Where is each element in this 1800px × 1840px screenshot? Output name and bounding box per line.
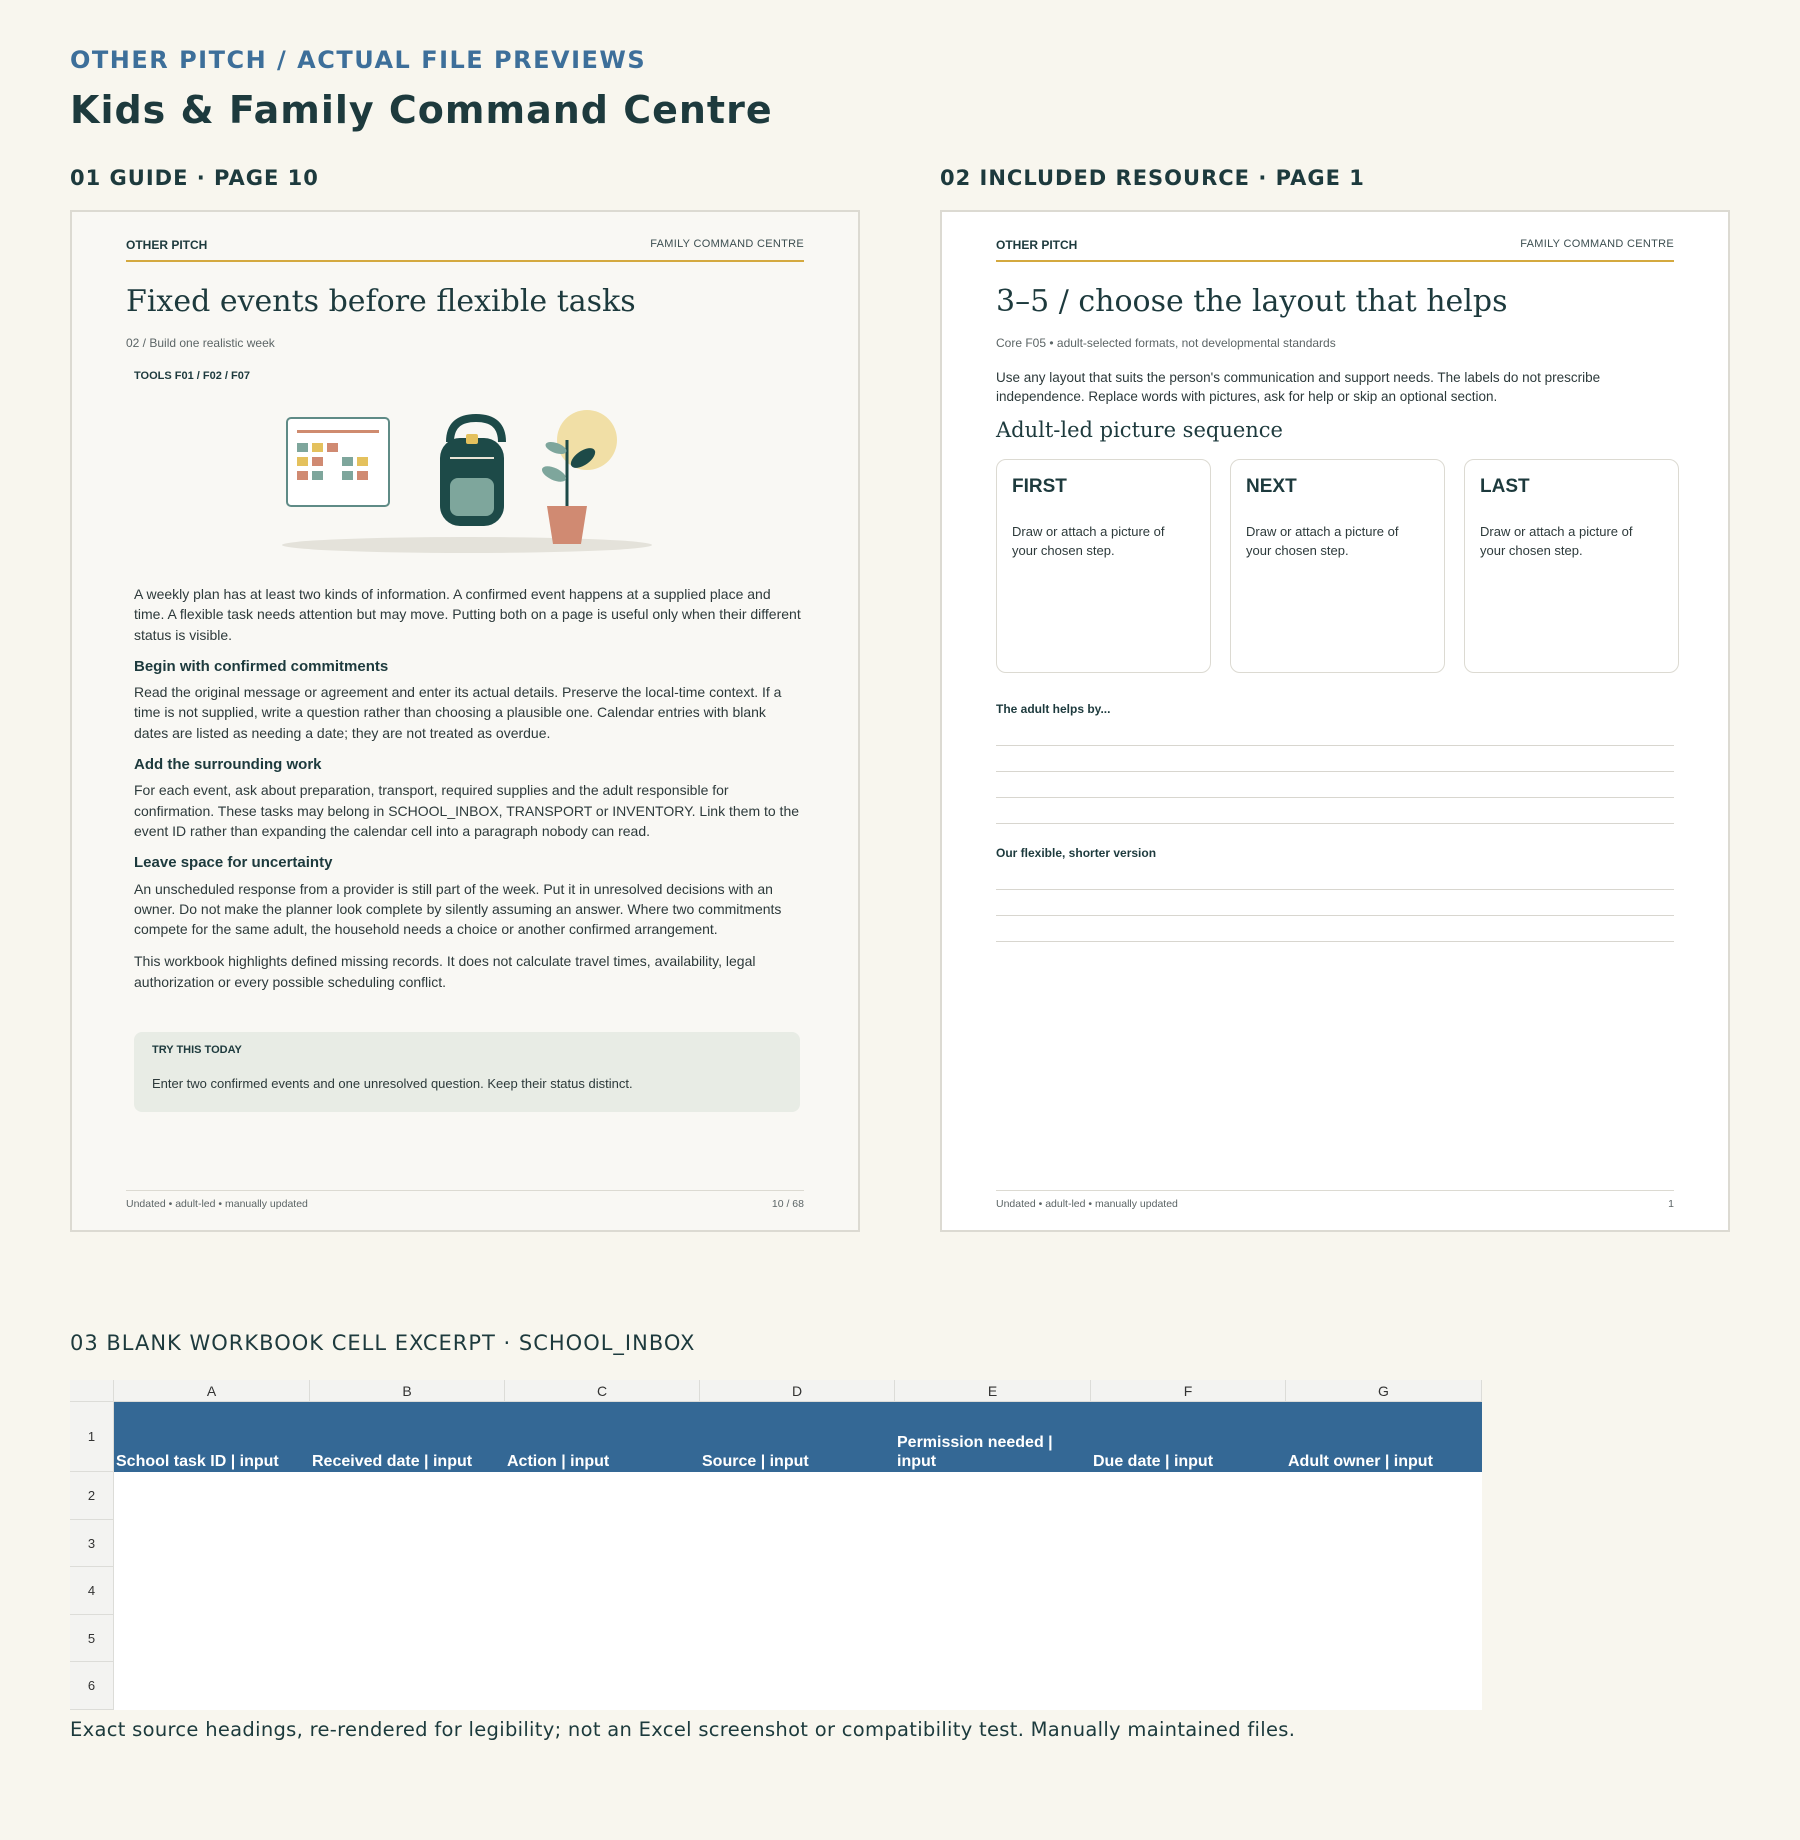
sequence-card-last [1464,459,1679,673]
column-header[interactable]: G [1286,1380,1482,1402]
resource-intro: Use any layout that suits the person's communication and support needs. The labels do not prescribe independence. Replace words with pictures, ask for help or skip an optional section. [996,370,1601,404]
page-footer-left: Undated • adult-led • manually updated [126,1198,308,1210]
writing-line [996,797,1674,798]
card-label: NEXT [1246,476,1297,497]
plant-icon [540,410,617,544]
header-rule [126,260,804,262]
flexible-version-label: Our flexible, shorter version [996,846,1157,860]
writing-line [996,941,1674,942]
page-brand: OTHER PITCH [996,238,1078,252]
header-cell[interactable]: Permission needed | input [897,1434,1053,1470]
card-label: FIRST [1012,476,1067,497]
card-text: Draw or attach a picture of your chosen step. [1480,524,1633,558]
header-rule [996,260,1674,262]
guide-paragraph: Read the original message or agreement and enter its actual details. Preserve the local-time context. If a time is not supplied, write a question rather than choosing a plausible one. Calendar entries with blank dates are listed as needing a date; they are not treated as overdue. [134,684,782,741]
guide-heading: Leave space for uncertainty [134,854,333,872]
footer-rule [126,1190,804,1191]
guide-section-label: 01 GUIDE · PAGE 10 [70,166,319,190]
guide-intro: A weekly plan has at least two kinds of information. A confirmed event happens at a supplied place and time. A flexible task needs attention but may move. Putting both on a page is useful only when their different status is visible. [134,586,801,643]
row-header[interactable]: 1 [70,1402,114,1472]
writing-line [996,823,1674,824]
column-header[interactable]: E [895,1380,1091,1402]
column-header[interactable]: D [700,1380,895,1402]
guide-subtitle: 02 / Build one realistic week [126,336,275,350]
writing-line [996,889,1674,890]
row-header[interactable]: 6 [70,1662,114,1710]
calendar-icon [287,418,389,506]
row-header[interactable]: 3 [70,1520,114,1567]
guide-tools: TOOLS F01 / F02 / F07 [134,370,250,382]
tip-text: Enter two confirmed events and one unresolved question. Keep their status distinct. [152,1076,633,1091]
column-header[interactable]: B [310,1380,505,1402]
try-this-today-box [134,1032,800,1112]
sheet-corner [70,1380,114,1402]
row-header[interactable]: 4 [70,1567,114,1615]
column-header[interactable]: A [114,1380,310,1402]
resource-title: 3–5 / choose the layout that helps [996,284,1508,319]
page-footer-left: Undated • adult-led • manually updated [996,1198,1178,1210]
header-cell[interactable]: Action | input [507,1453,610,1470]
resource-subtitle: Core F05 • adult-selected formats, not developmental standards [996,336,1336,350]
page-number: 10 / 68 [771,1198,804,1210]
page-header-right: FAMILY COMMAND CENTRE [1520,238,1674,250]
guide-page-preview [70,210,860,1232]
card-text: Draw or attach a picture of your chosen step. [1246,524,1399,558]
footer-rule [996,1190,1674,1191]
header-cell[interactable]: Adult owner | input [1288,1453,1433,1470]
column-header[interactable]: C [505,1380,700,1402]
header-cell[interactable]: Source | input [702,1453,809,1470]
resource-page-preview [940,210,1730,1232]
footnote: Exact source headings, re-rendered for legibility; not an Excel screenshot or compatibility test. Manually maintained files. [70,1718,1296,1741]
resource-heading: Adult-led picture sequence [996,418,1283,442]
guide-heading: Begin with confirmed commitments [134,657,389,675]
sequence-card-first [996,459,1211,673]
page-number: 1 [1668,1198,1674,1210]
page-title: Kids & Family Command Centre [70,88,773,132]
row-header[interactable]: 2 [70,1472,114,1520]
guide-body [134,584,804,1004]
header-cell[interactable]: School task ID | input [116,1453,279,1470]
spreadsheet-excerpt [70,1380,1482,1710]
guide-illustration [272,400,662,560]
writing-line [996,745,1674,746]
guide-heading: Add the surrounding work [134,756,322,774]
tip-label: TRY THIS TODAY [152,1044,242,1056]
header-cell[interactable]: Received date | input [312,1453,473,1470]
row-header[interactable]: 5 [70,1615,114,1662]
card-label: LAST [1480,476,1530,497]
card-text: Draw or attach a picture of your chosen step. [1012,524,1165,558]
guide-paragraph: For each event, ask about preparation, transport, required supplies and the adult responsible for confirmation. These tasks may belong in SCHOOL_INBOX, TRANSPORT or INVENTORY. Link them to the event ID rather than expanding the calendar cell into a paragraph nobody can read. [134,782,800,839]
guide-paragraph: An unscheduled response from a provider is still part of the week. Put it in unresolved decisions with an owner. Do not make the planner look complete by silently assuming an answer. Where two commitments compete for the same adult, the household needs a choice or another confirmed arrangement. [134,880,782,938]
breadcrumb: OTHER PITCH / ACTUAL FILE PREVIEWS [70,46,647,74]
empty-data-cells[interactable] [114,1472,1482,1710]
page-header-right: FAMILY COMMAND CENTRE [650,238,804,250]
adult-helps-label: The adult helps by... [996,702,1111,716]
writing-line [996,771,1674,772]
resource-section-label: 02 INCLUDED RESOURCE · PAGE 1 [940,166,1365,190]
guide-title: Fixed events before flexible tasks [126,284,636,319]
guide-paragraph: This workbook highlights defined missing records. It does not calculate travel times, availability, legal authorization or every possible scheduling conflict. [134,953,756,990]
column-header[interactable]: F [1091,1380,1286,1402]
sequence-card-next [1230,459,1445,673]
page-brand: OTHER PITCH [126,238,208,252]
backpack-icon [440,418,504,526]
writing-line [996,915,1674,916]
sheet-section-label: 03 BLANK WORKBOOK CELL EXCERPT · SCHOOL_INBOX [70,1331,696,1355]
header-cell[interactable]: Due date | input [1093,1453,1214,1470]
